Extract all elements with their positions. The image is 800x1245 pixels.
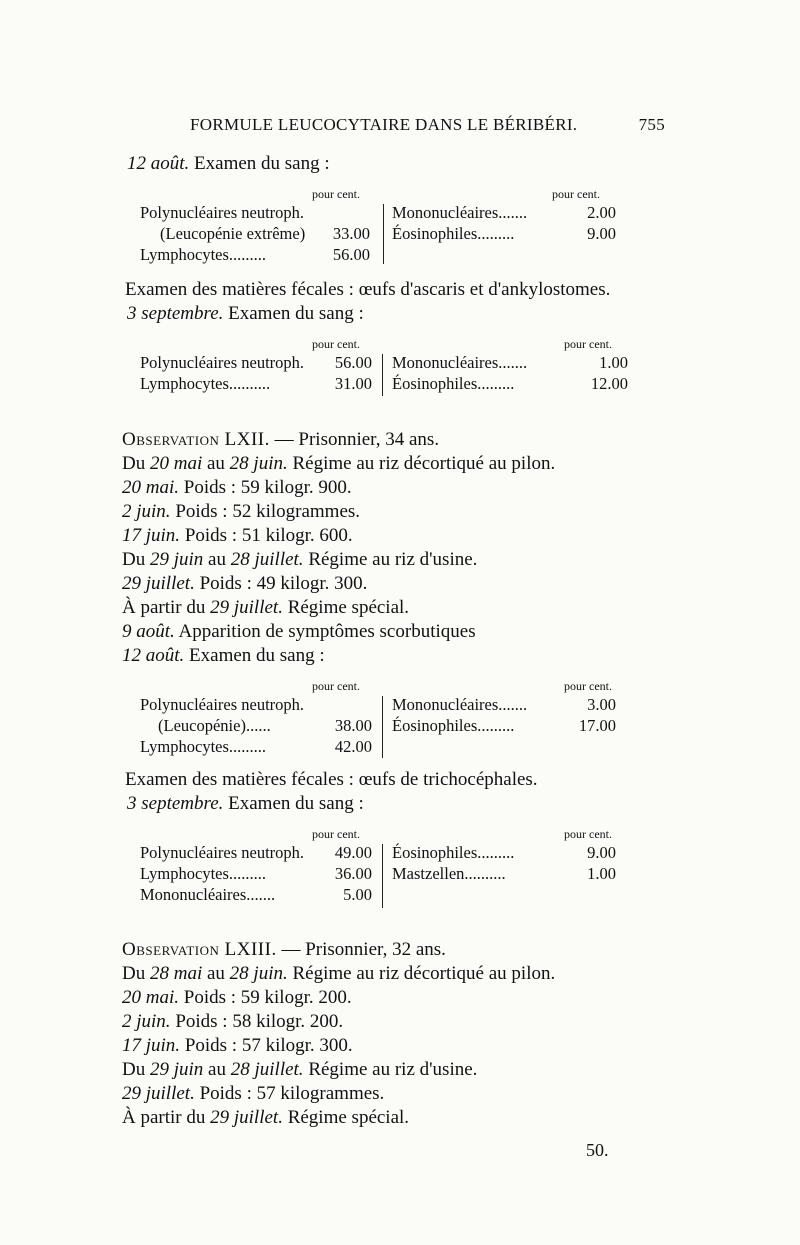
- blood-table-2: pour cent. pour cent. Polynucléaires neutroph. 56.00 Lymphocytes.......... 31.00 Mononucléaires....... 1.00 Éosinophiles......... 12.00: [140, 334, 620, 398]
- text-line: 2 juin. Poids : 58 kilogr. 200.: [122, 1011, 344, 1032]
- blood-table-1: pour cent. pour cent. Polynucléaires neutroph. (Leucopénie extrême) 33.00 Lymphocytes......... 56.00 Mononucléaires....... 2.00 Éosinophiles......... 9.00: [140, 187, 616, 264]
- signature-mark: 50.: [586, 1140, 609, 1160]
- text-line: 29 juillet. Poids : 57 kilogrammes.: [122, 1083, 385, 1104]
- observation-heading: Observation LXIII. — Prisonnier, 32 ans.: [122, 939, 446, 960]
- text-line: Du 20 mai au 28 juin. Régime au riz décortiqué au pilon.: [122, 453, 556, 474]
- page-number: 755: [638, 115, 665, 134]
- text-line: 12 août. Examen du sang :: [122, 645, 325, 666]
- text-line: À partir du 29 juillet. Régime spécial.: [122, 1107, 410, 1128]
- header-title: FORMULE LEUCOCYTAIRE DANS LE BÉRIBÉRI.: [190, 115, 578, 134]
- text-line: 17 juin. Poids : 51 kilogr. 600.: [122, 525, 353, 546]
- text-line: Examen des matières fécales : œufs d'ascaris et d'ankylostomes.: [125, 279, 611, 300]
- blood-table-4: pour cent. pour cent. Polynucléaires neutroph. 49.00 Lymphocytes......... 36.00 Mononucléaires....... 5.00 Éosinophiles......... 9.00 Mastzellen.......... 1.00: [140, 824, 620, 910]
- text-line: Examen des matières fécales : œufs de trichocéphales.: [125, 769, 538, 790]
- blood-table-3: pour cent. pour cent. Polynucléaires neutroph. (Leucopénie)...... 38.00 Lymphocytes......... 42.00 Mononucléaires....... 3.00 Éosinophiles......... 17.00: [140, 679, 616, 756]
- text-line: 12 août. Examen du sang :: [127, 153, 330, 174]
- text-line: Du 28 mai au 28 juin. Régime au riz décortiqué au pilon.: [122, 963, 556, 984]
- text-line: Du 29 juin au 28 juillet. Régime au riz d'usine.: [122, 549, 478, 570]
- text-line: À partir du 29 juillet. Régime spécial.: [122, 597, 410, 618]
- text-line: 3 septembre. Examen du sang :: [127, 303, 364, 324]
- running-header: [190, 115, 665, 143]
- text-line: Du 29 juin au 28 juillet. Régime au riz d'usine.: [122, 1059, 478, 1080]
- text-line: 3 septembre. Examen du sang :: [127, 793, 364, 814]
- text-line: 20 mai. Poids : 59 kilogr. 200.: [122, 987, 352, 1008]
- text-line: 17 juin. Poids : 57 kilogr. 300.: [122, 1035, 353, 1056]
- text-line: 20 mai. Poids : 59 kilogr. 900.: [122, 477, 352, 498]
- text-line: 9 août. Apparition de symptômes scorbutiques: [122, 621, 476, 642]
- observation-heading: Observation LXII. — Prisonnier, 34 ans.: [122, 429, 440, 450]
- text-line: 29 juillet. Poids : 49 kilogr. 300.: [122, 573, 368, 594]
- text-line: 2 juin. Poids : 52 kilogrammes.: [122, 501, 361, 522]
